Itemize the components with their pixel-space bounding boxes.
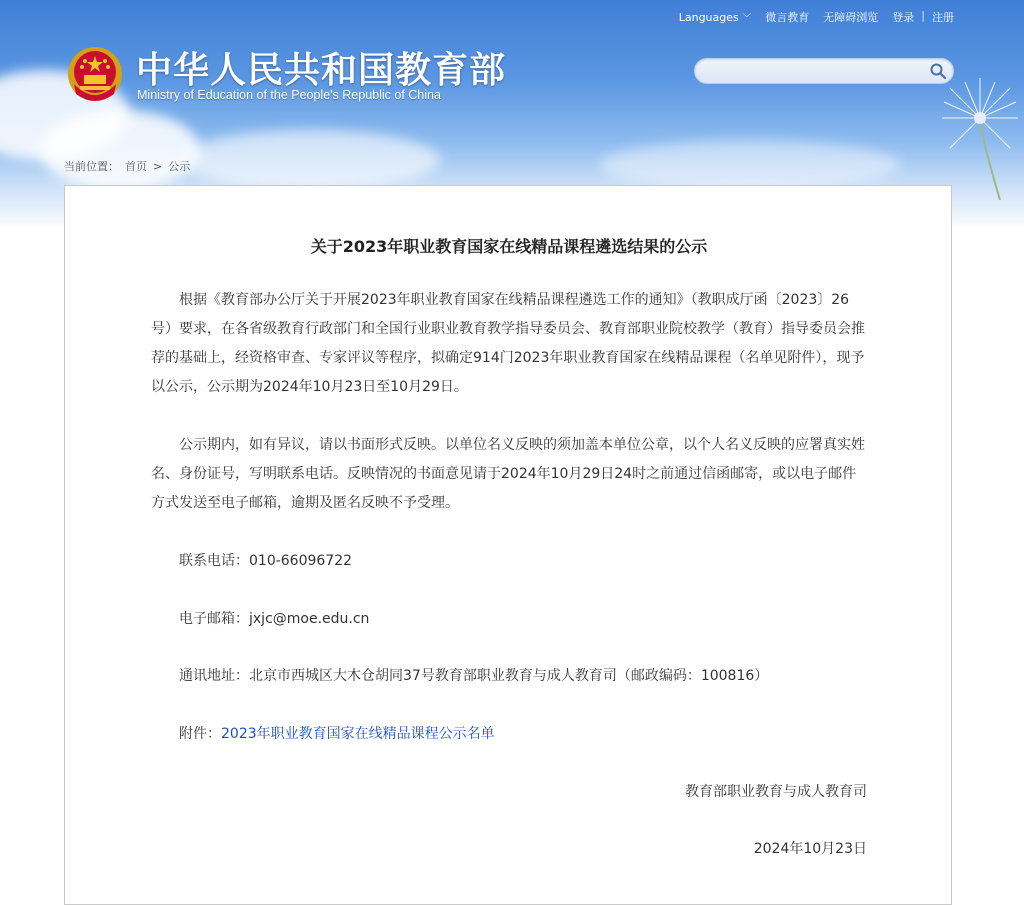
breadcrumb: [64, 158, 190, 174]
cloud-decoration: [40, 110, 200, 190]
languages-label: Languages: [678, 10, 739, 24]
signature: 教育部职业教育与成人教育司: [685, 784, 867, 800]
divider: |: [921, 9, 925, 22]
article-paragraph: 根据《教育部办公厅关于开展2023年职业教育国家在线精品课程遴选工作的通知》（教职成厅函〔2023〕26号）要求，在各省级教育行政部门和全国行业职业教育教学指导委员会、教育部职业院校教学（教育）指导委员会推荐的基础上，经资格审查、专家评议等程序，拟确定914门2023年职业教育国家在线精品课程（名单见附件），现予以公示，公示期为2024年10月23日至10月29日。: [151, 292, 865, 395]
cloud-decoration: [600, 140, 900, 190]
address-label: 通讯地址：: [179, 668, 249, 684]
dandelion-decoration-icon: [930, 70, 1024, 200]
weibo-link[interactable]: 微言教育: [765, 11, 810, 24]
breadcrumb-current-link[interactable]: 公示: [168, 160, 191, 173]
article-body: [151, 286, 869, 518]
phone-label: 联系电话：: [179, 553, 249, 569]
register-link[interactable]: 注册: [932, 11, 954, 24]
accessible-browse-link[interactable]: 无障碍浏览: [823, 11, 879, 24]
address-value: 北京市西城区大木仓胡同37号教育部职业教育与成人教育司（邮政编码：100816）: [249, 668, 769, 684]
attachment-link[interactable]: 2023年职业教育国家在线精品课程公示名单: [221, 726, 495, 742]
phone-value: 010-66096722: [249, 553, 353, 569]
search-box[interactable]: [694, 58, 954, 84]
site-subtitle: Ministry of Education of the People's Republic of China: [137, 88, 441, 102]
chevron-down-icon: ﹀: [742, 13, 752, 24]
search-input[interactable]: [705, 59, 929, 83]
publish-date: 2024年10月23日: [753, 841, 867, 857]
site-title[interactable]: 中华人民共和国教育部: [136, 50, 507, 91]
article-title: 关于2023年职业教育国家在线精品课程遴选结果的公示: [310, 237, 708, 256]
languages-link[interactable]: [679, 11, 752, 24]
email-value: jxjc@moe.edu.cn: [249, 611, 370, 627]
breadcrumb-separator: >: [153, 159, 163, 173]
cloud-decoration: [180, 130, 440, 190]
contact-email: [179, 608, 369, 628]
national-emblem-icon: [66, 44, 124, 104]
article-panel: [64, 185, 952, 905]
article-paragraph: 公示期内，如有异议，请以书面形式反映。以单位名义反映的须加盖本单位公章，以个人名义反映的应署真实姓名、身份证号，写明联系电话。反映情况的书面意见请于2024年10月29日24时之前通过信函邮寄，或以电子邮件方式发送至电子邮箱，逾期及匿名反映不予受理。: [151, 437, 865, 511]
top-links: [679, 9, 954, 25]
attachment: [179, 723, 495, 743]
login-link[interactable]: 登录: [892, 11, 915, 24]
breadcrumb-home-link[interactable]: 首页: [125, 160, 147, 173]
contact-address: [179, 665, 768, 685]
attachment-label: 附件：: [179, 726, 221, 742]
contact-phone: [179, 550, 352, 570]
email-label: 电子邮箱：: [179, 611, 249, 627]
breadcrumb-prefix: 当前位置：: [64, 160, 119, 173]
